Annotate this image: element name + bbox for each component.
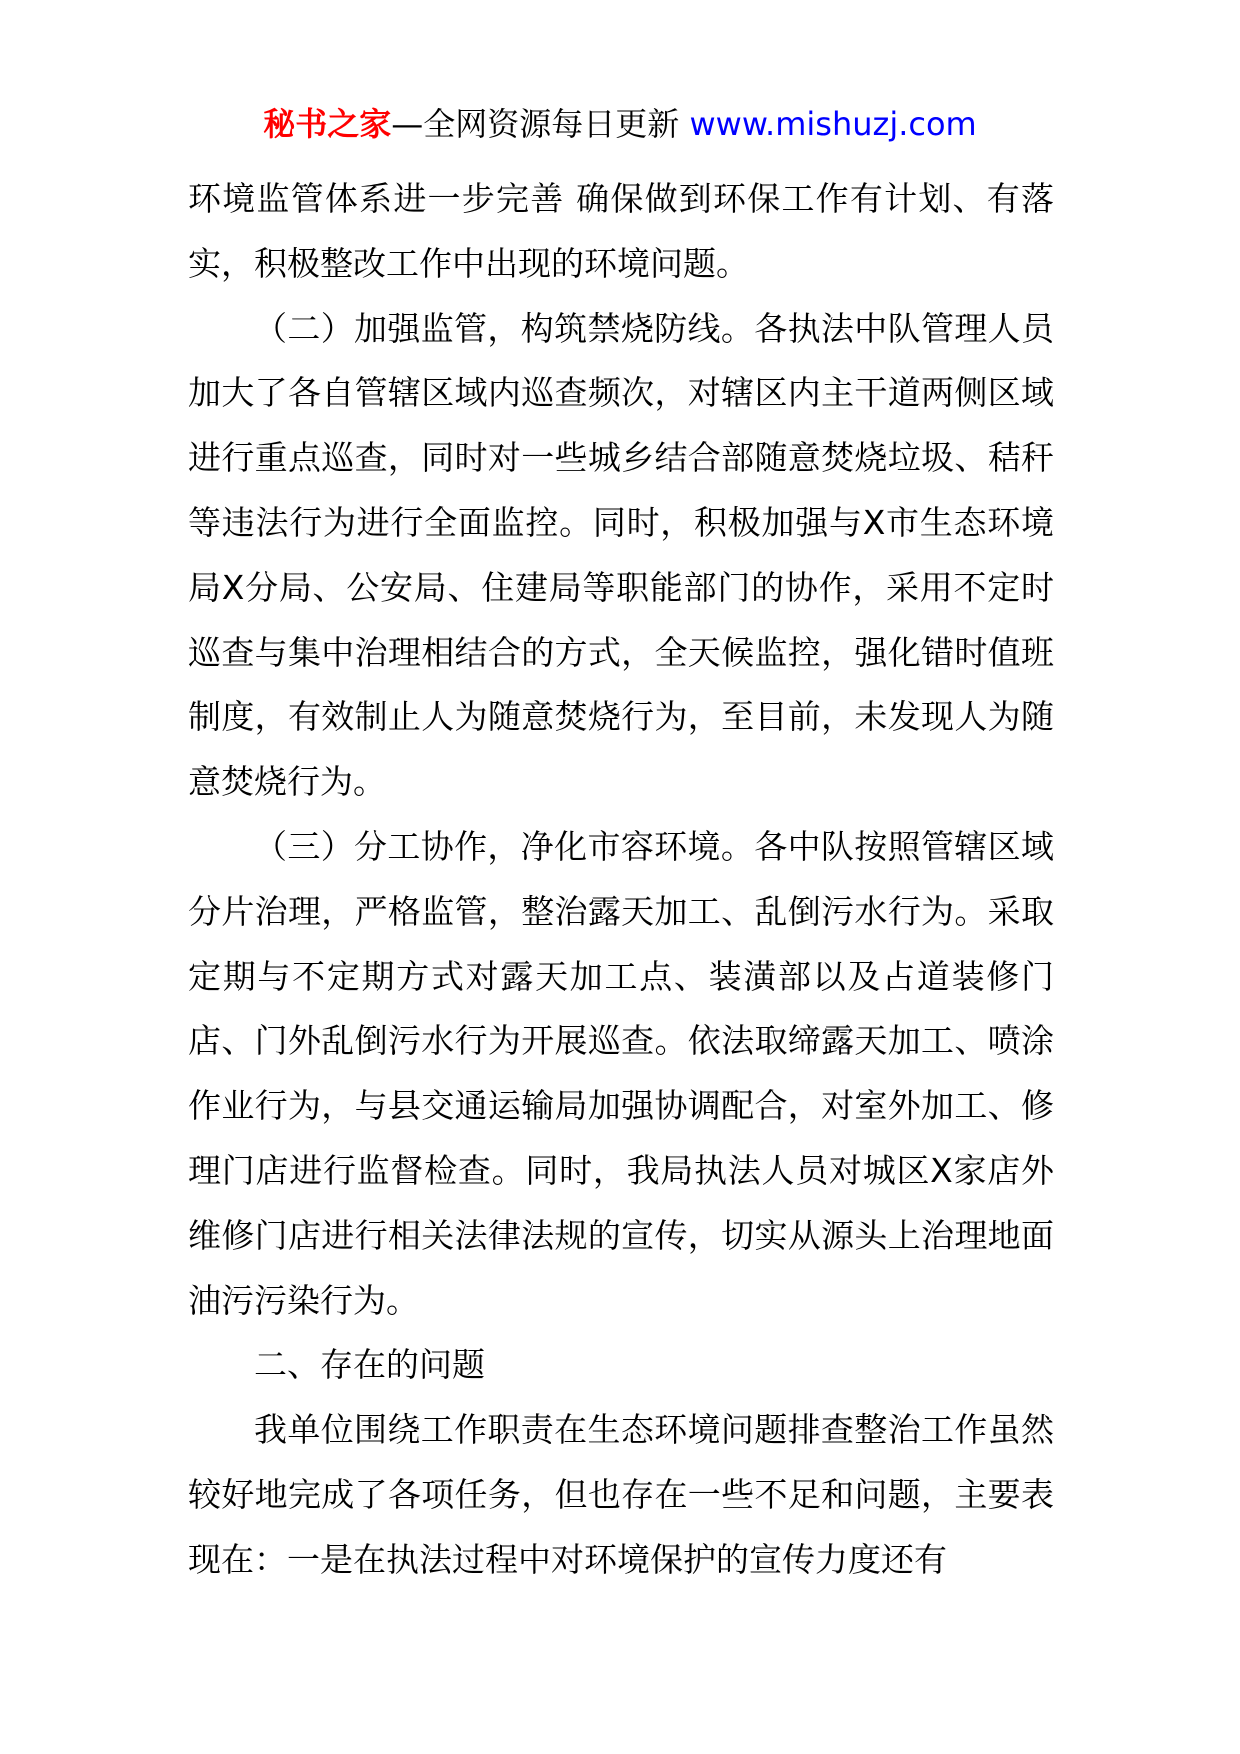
header-tagline: —全网资源每日更新 bbox=[391, 105, 690, 143]
paragraph-problems: 我单位围绕工作职责在生态环境问题排查整治工作虽然较好地完成了各项任务，但也存在一些不足和问题，主要表现在：一是在执法过程中对环境保护的宣传力度还有 bbox=[188, 1410, 1054, 1579]
header-url-link[interactable]: www.mishuzj.com bbox=[689, 105, 977, 143]
page-header bbox=[0, 102, 1240, 146]
paragraph-section-three: （三）分工协作，净化市容环境。各中队按照管辖区域分片治理，严格监管，整治露天加工、乱倒污水行为。采取定期与不定期方式对露天加工点、装潢部以及占道装修门店、门外乱倒污水行为开展巡查。依法取缔露天加工、喷涂作业行为，与县交通运输局加强协调配合，对室外加工、修理门店进行监督检查。同时，我局执法人员对城区X家店外维修门店进行相关法律法规的宣传，切实从源头上治理地面油污污染行为。 bbox=[188, 826, 1054, 1320]
header-brand: 秘书之家 bbox=[263, 105, 392, 143]
document-body bbox=[188, 167, 1054, 1593]
paragraph-section-two: （二）加强监管，构筑禁烧防线。各执法中队管理人员加大了各自管辖区域内巡查频次，对辖区内主干道两侧区域进行重点巡查，同时对一些城乡结合部随意焚烧垃圾、秸秆等违法行为进行全面监控。同时，积极加强与X市生态环境局X分局、公安局、住建局等职能部门的协作，采用不定时巡查与集中治理相结合的方式，全天候监控，强化错时值班制度，有效制止人为随意焚烧行为，至目前，未发现人为随意焚烧行为。 bbox=[188, 308, 1054, 802]
section-heading-problems: 二、存在的问题 bbox=[254, 1345, 485, 1385]
paragraph-continuation: 环境监管体系进一步完善 确保做到环保工作有计划、有落实，积极整改工作中出现的环境问题。 bbox=[188, 179, 1054, 283]
